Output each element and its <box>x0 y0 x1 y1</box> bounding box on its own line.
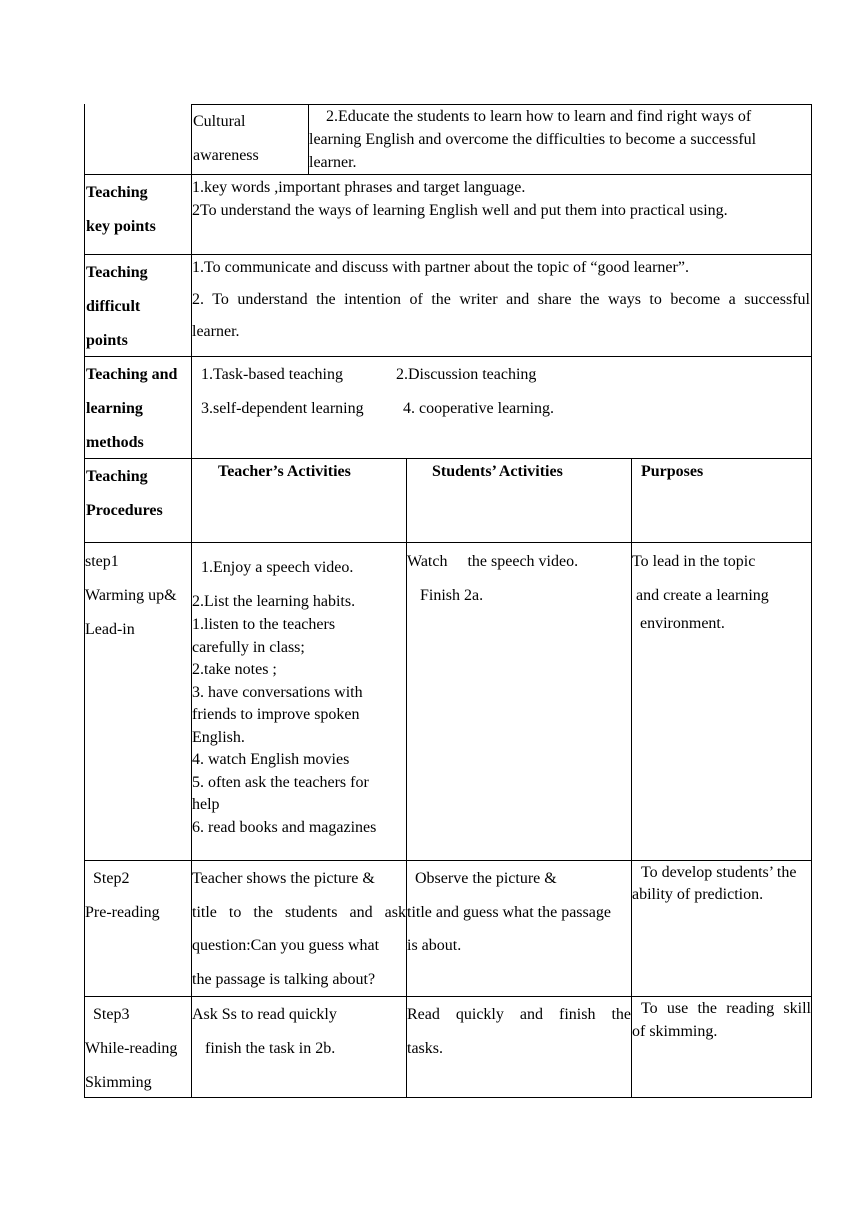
step1-teacher-10: 5. often ask the teachers for <box>192 774 369 791</box>
difficult-label-1: Teaching <box>86 264 148 281</box>
step1-teacher-8: English. <box>192 729 245 746</box>
cultural-label-2: awareness <box>193 147 259 164</box>
step2-purpose-2: ability of prediction. <box>632 886 764 903</box>
key-points-line-1: 1.key words ,important phrases and target language. <box>192 179 526 196</box>
step1-teacher-4: carefully in class; <box>192 639 305 656</box>
step1-teacher-5: 2.take notes ; <box>192 661 277 678</box>
step1-purpose-1: To lead in the topic <box>632 553 756 570</box>
method-4: 4. cooperative learning. <box>403 400 555 417</box>
step2-teacher-3: question:Can you guess what <box>192 937 380 954</box>
difficult-line-3: learner. <box>192 323 240 340</box>
step1-student-1: Watch the speech video. <box>407 553 579 570</box>
methods-label-2: learning <box>86 400 143 417</box>
step3-student-1: Read quickly and finish the <box>407 1007 631 1023</box>
step3-teacher-1: Ask Ss to read quickly <box>192 1006 337 1023</box>
procedures-label-2: Procedures <box>86 502 163 519</box>
step1-teacher-12: 6. read books and magazines <box>192 819 377 836</box>
methods-label-3: methods <box>86 434 144 451</box>
procedures-label-1: Teaching <box>86 468 148 485</box>
step1-label-2: Warming up& <box>85 587 177 604</box>
key-points-line-2: 2To understand the ways of learning English well and put them into practical using. <box>192 202 728 219</box>
method-1: 1.Task-based teaching <box>201 366 343 383</box>
cultural-text-3: learner. <box>309 154 357 171</box>
step3-student-2: tasks. <box>407 1040 443 1057</box>
cultural-text-2: learning English and overcome the difficulties to become a successful <box>309 131 757 148</box>
step2-label-1: Step2 <box>93 870 130 887</box>
step3-purpose-2: of skimming. <box>632 1023 718 1040</box>
step2-teacher-4: the passage is talking about? <box>192 971 376 988</box>
key-points-label-2: key points <box>86 218 156 235</box>
step1-student-2: Finish 2a. <box>420 587 484 604</box>
step1-teacher-11: help <box>192 796 220 813</box>
column-header-purposes: Purposes <box>641 463 704 480</box>
step1-teacher-9: 4. watch English movies <box>192 751 350 768</box>
step3-teacher-2: finish the task in 2b. <box>205 1040 336 1057</box>
step1-teacher-7: friends to improve spoken <box>192 706 360 723</box>
step1-teacher-6: 3. have conversations with <box>192 684 363 701</box>
difficult-line-2: 2. To understand the intention of the writer and share the ways to become a successful <box>192 291 810 308</box>
method-3: 3.self-dependent learning <box>201 400 364 417</box>
column-header-students: Students’ Activities <box>432 463 563 480</box>
methods-label-1: Teaching and <box>86 366 178 383</box>
difficult-line-1: 1.To communicate and discuss with partner about the topic of “good learner”. <box>192 259 689 276</box>
step1-teacher-2: 2.List the learning habits. <box>192 593 356 610</box>
step2-student-3: is about. <box>407 937 462 954</box>
cultural-text-1: 2.Educate the students to learn how to learn and find right ways of <box>326 108 752 125</box>
step2-teacher-1: Teacher shows the picture & <box>192 870 375 887</box>
step2-student-1: Observe the picture & <box>415 870 557 887</box>
cultural-label: Cultural <box>193 113 246 130</box>
step3-label-1: Step3 <box>93 1006 130 1023</box>
difficult-label-3: points <box>86 332 128 349</box>
step1-teacher-3: 1.listen to the teachers <box>192 616 336 633</box>
step3-purpose-1: To use the reading skill <box>641 1001 811 1017</box>
step3-label-3: Skimming <box>85 1074 152 1091</box>
step3-label-2: While-reading <box>85 1040 178 1057</box>
step2-student-2: title and guess what the passage <box>407 904 611 921</box>
key-points-label-1: Teaching <box>86 184 148 201</box>
step2-label-2: Pre-reading <box>85 904 160 921</box>
difficult-label-2: difficult <box>86 298 141 315</box>
step1-teacher-1: 1.Enjoy a speech video. <box>201 559 354 576</box>
step1-purpose-3: environment. <box>640 615 725 632</box>
step2-teacher-2: title to the students and ask <box>192 905 406 921</box>
step1-label-1: step1 <box>85 553 119 570</box>
step1-label-3: Lead-in <box>85 621 135 638</box>
step1-purpose-2: and create a learning <box>636 587 769 604</box>
step2-purpose-1: To develop students’ the <box>641 864 797 881</box>
method-2: 2.Discussion teaching <box>396 366 537 383</box>
column-header-teacher: Teacher’s Activities <box>218 463 351 480</box>
